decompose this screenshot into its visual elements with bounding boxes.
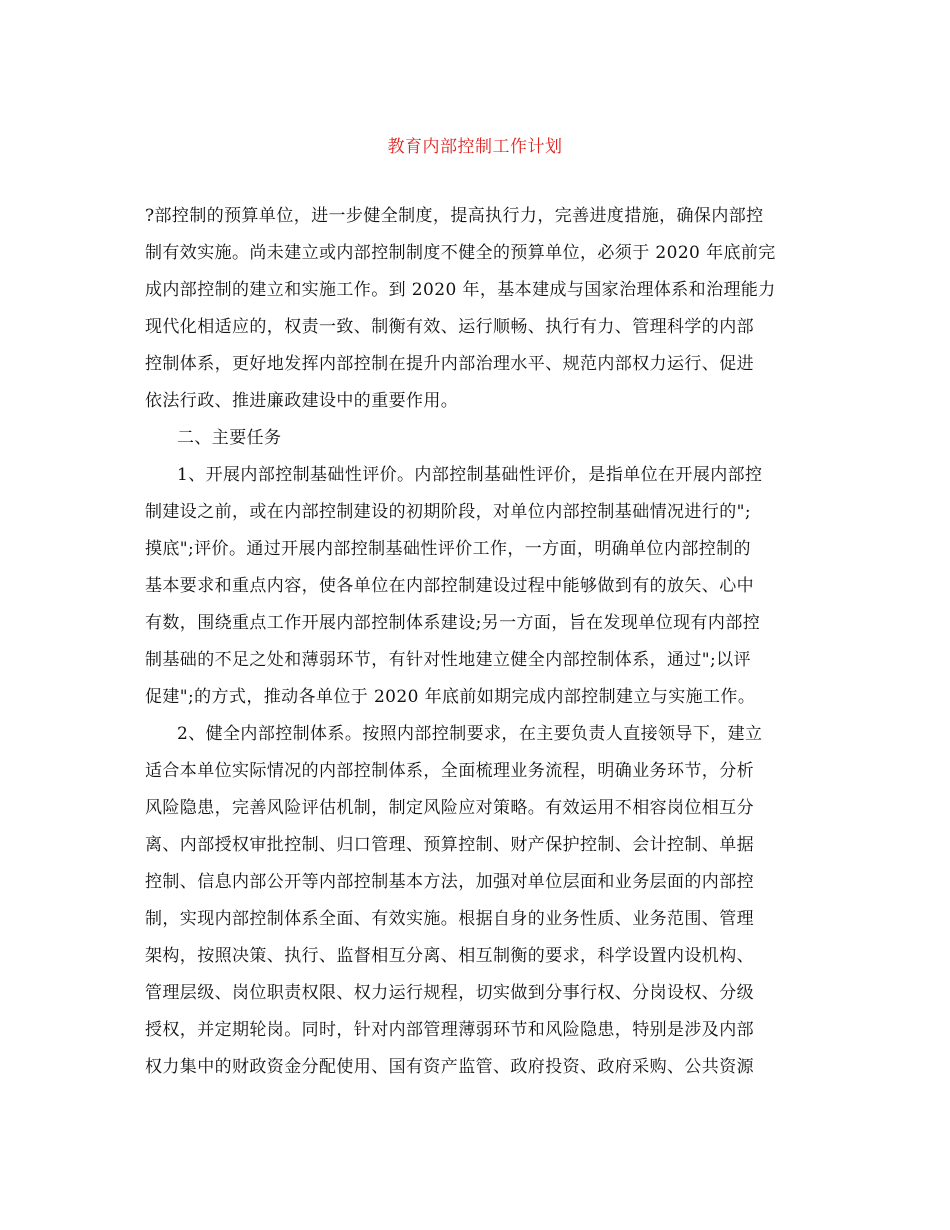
body-line: 2、健全内部控制体系。按照内部控制要求，在主要负责人直接领导下，建立 <box>177 724 763 744</box>
body-line: 管理层级、岗位职责权限、权力运行规程，切实做到分事行权、分岗设权、分级 <box>145 983 754 1003</box>
body-line: 控制、信息内部公开等内部控制基本方法，加强对单位层面和业务层面的内部控 <box>145 872 754 892</box>
body-line: 现代化相适应的，权责一致、制衡有效、运行顺畅、执行有力、管理科学的内部 <box>145 317 754 337</box>
body-line: 成内部控制的建立和实施工作。到 2020 年，基本建成与国家治理体系和治理能力 <box>145 280 776 300</box>
body-line: 依法行政、推进廉政建设中的重要作用。 <box>145 391 459 411</box>
body-line: 风险隐患，完善风险评估机制，制定风险应对策略。有效运用不相容岗位相互分 <box>145 798 754 818</box>
body-line: 架构，按照决策、执行、监督相互分离、相互制衡的要求，科学设置内设机构、 <box>145 946 754 966</box>
document-title: 教育内部控制工作计划 <box>387 137 563 157</box>
body-line: 1、开展内部控制基础性评价。内部控制基础性评价，是指单位在开展内部控 <box>177 465 763 485</box>
body-line: 制建设之前，或在内部控制建设的初期阶段，对单位内部控制基础情况进行的"; <box>145 502 751 522</box>
body-line: 控制体系，更好地发挥内部控制在提升内部治理水平、规范内部权力运行、促进 <box>145 354 754 374</box>
body-line: 摸底";评价。通过开展内部控制基础性评价工作，一方面，明确单位内部控制的 <box>145 539 751 559</box>
body-line: 授权，并定期轮岗。同时，针对内部管理薄弱环节和风险隐患，特别是涉及内部 <box>145 1020 754 1040</box>
section-heading: 二、主要任务 <box>177 428 282 448</box>
body-line: 制有效实施。尚未建立或内部控制制度不健全的预算单位，必须于 2020 年底前完 <box>145 243 776 263</box>
body-line: 促建";的方式，推动各单位于 2020 年底前如期完成内部控制建立与实施工作。 <box>145 687 756 707</box>
body-line: 离、内部授权审批控制、归口管理、预算控制、财产保护控制、会计控制、单据 <box>145 835 754 855</box>
body-line: ?部控制的预算单位，进一步健全制度，提高执行力，完善进度措施，确保内部控 <box>145 206 764 226</box>
body-line: 制，实现内部控制体系全面、有效实施。根据自身的业务性质、业务范围、管理 <box>145 909 754 929</box>
body-line: 有数，围绕重点工作开展内部控制体系建设;另一方面，旨在发现单位现有内部控 <box>145 613 761 633</box>
body-line: 权力集中的财政资金分配使用、国有资产监管、政府投资、政府采购、公共资源 <box>145 1057 754 1077</box>
body-line: 基本要求和重点内容，使各单位在内部控制建设过程中能够做到有的放矢、心中 <box>145 576 754 596</box>
body-line: 适合本单位实际情况的内部控制体系，全面梳理业务流程，明确业务环节，分析 <box>145 761 754 781</box>
body-line: 制基础的不足之处和薄弱环节，有针对性地建立健全内部控制体系，通过";以评 <box>145 650 751 670</box>
